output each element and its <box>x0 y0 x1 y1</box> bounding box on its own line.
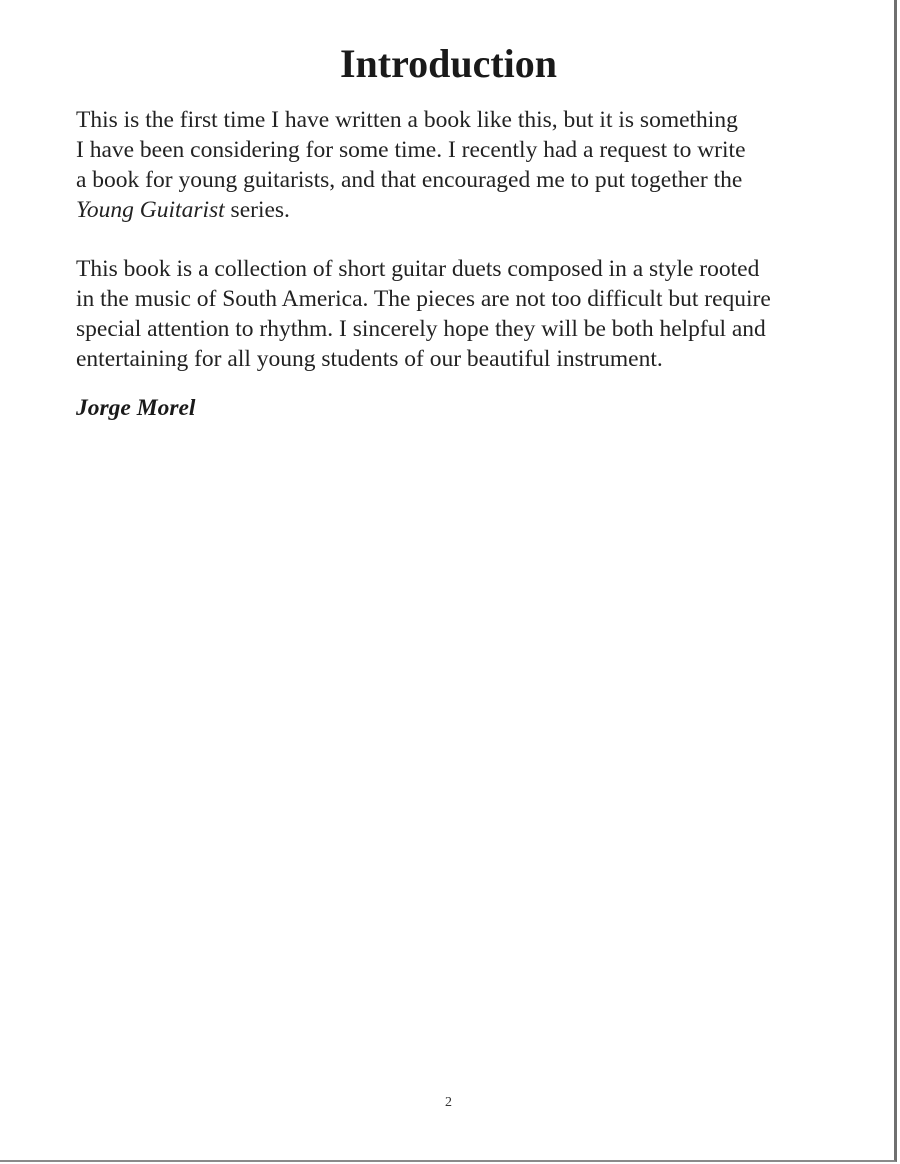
series-title: Young Guitarist <box>76 197 225 223</box>
paragraph-line: This book is a collection of short guitar duets composed in a style rooted <box>76 256 760 282</box>
paragraph-line: This is the first time I have written a book like this, but it is something <box>76 107 738 133</box>
paragraph-line: special attention to rhythm. I sincerely hope they will be both helpful and <box>76 316 766 342</box>
paragraph-line <box>76 195 816 225</box>
page-title: Introduction <box>339 41 558 86</box>
page-number: 2 <box>445 1095 452 1110</box>
paragraph-line-rest: series. <box>224 197 290 223</box>
intro-paragraph-2 <box>76 254 816 374</box>
paragraph-line: I have been considering for some time. I recently had a request to write <box>76 137 746 163</box>
intro-paragraph-1 <box>76 105 816 225</box>
author-signature: Jorge Morel <box>76 395 196 421</box>
paragraph-line: a book for young guitarists, and that encouraged me to put together the <box>76 167 743 193</box>
paragraph-line: entertaining for all young students of our beautiful instrument. <box>76 346 663 372</box>
paragraph-line: in the music of South America. The pieces are not too difficult but require <box>76 286 771 312</box>
